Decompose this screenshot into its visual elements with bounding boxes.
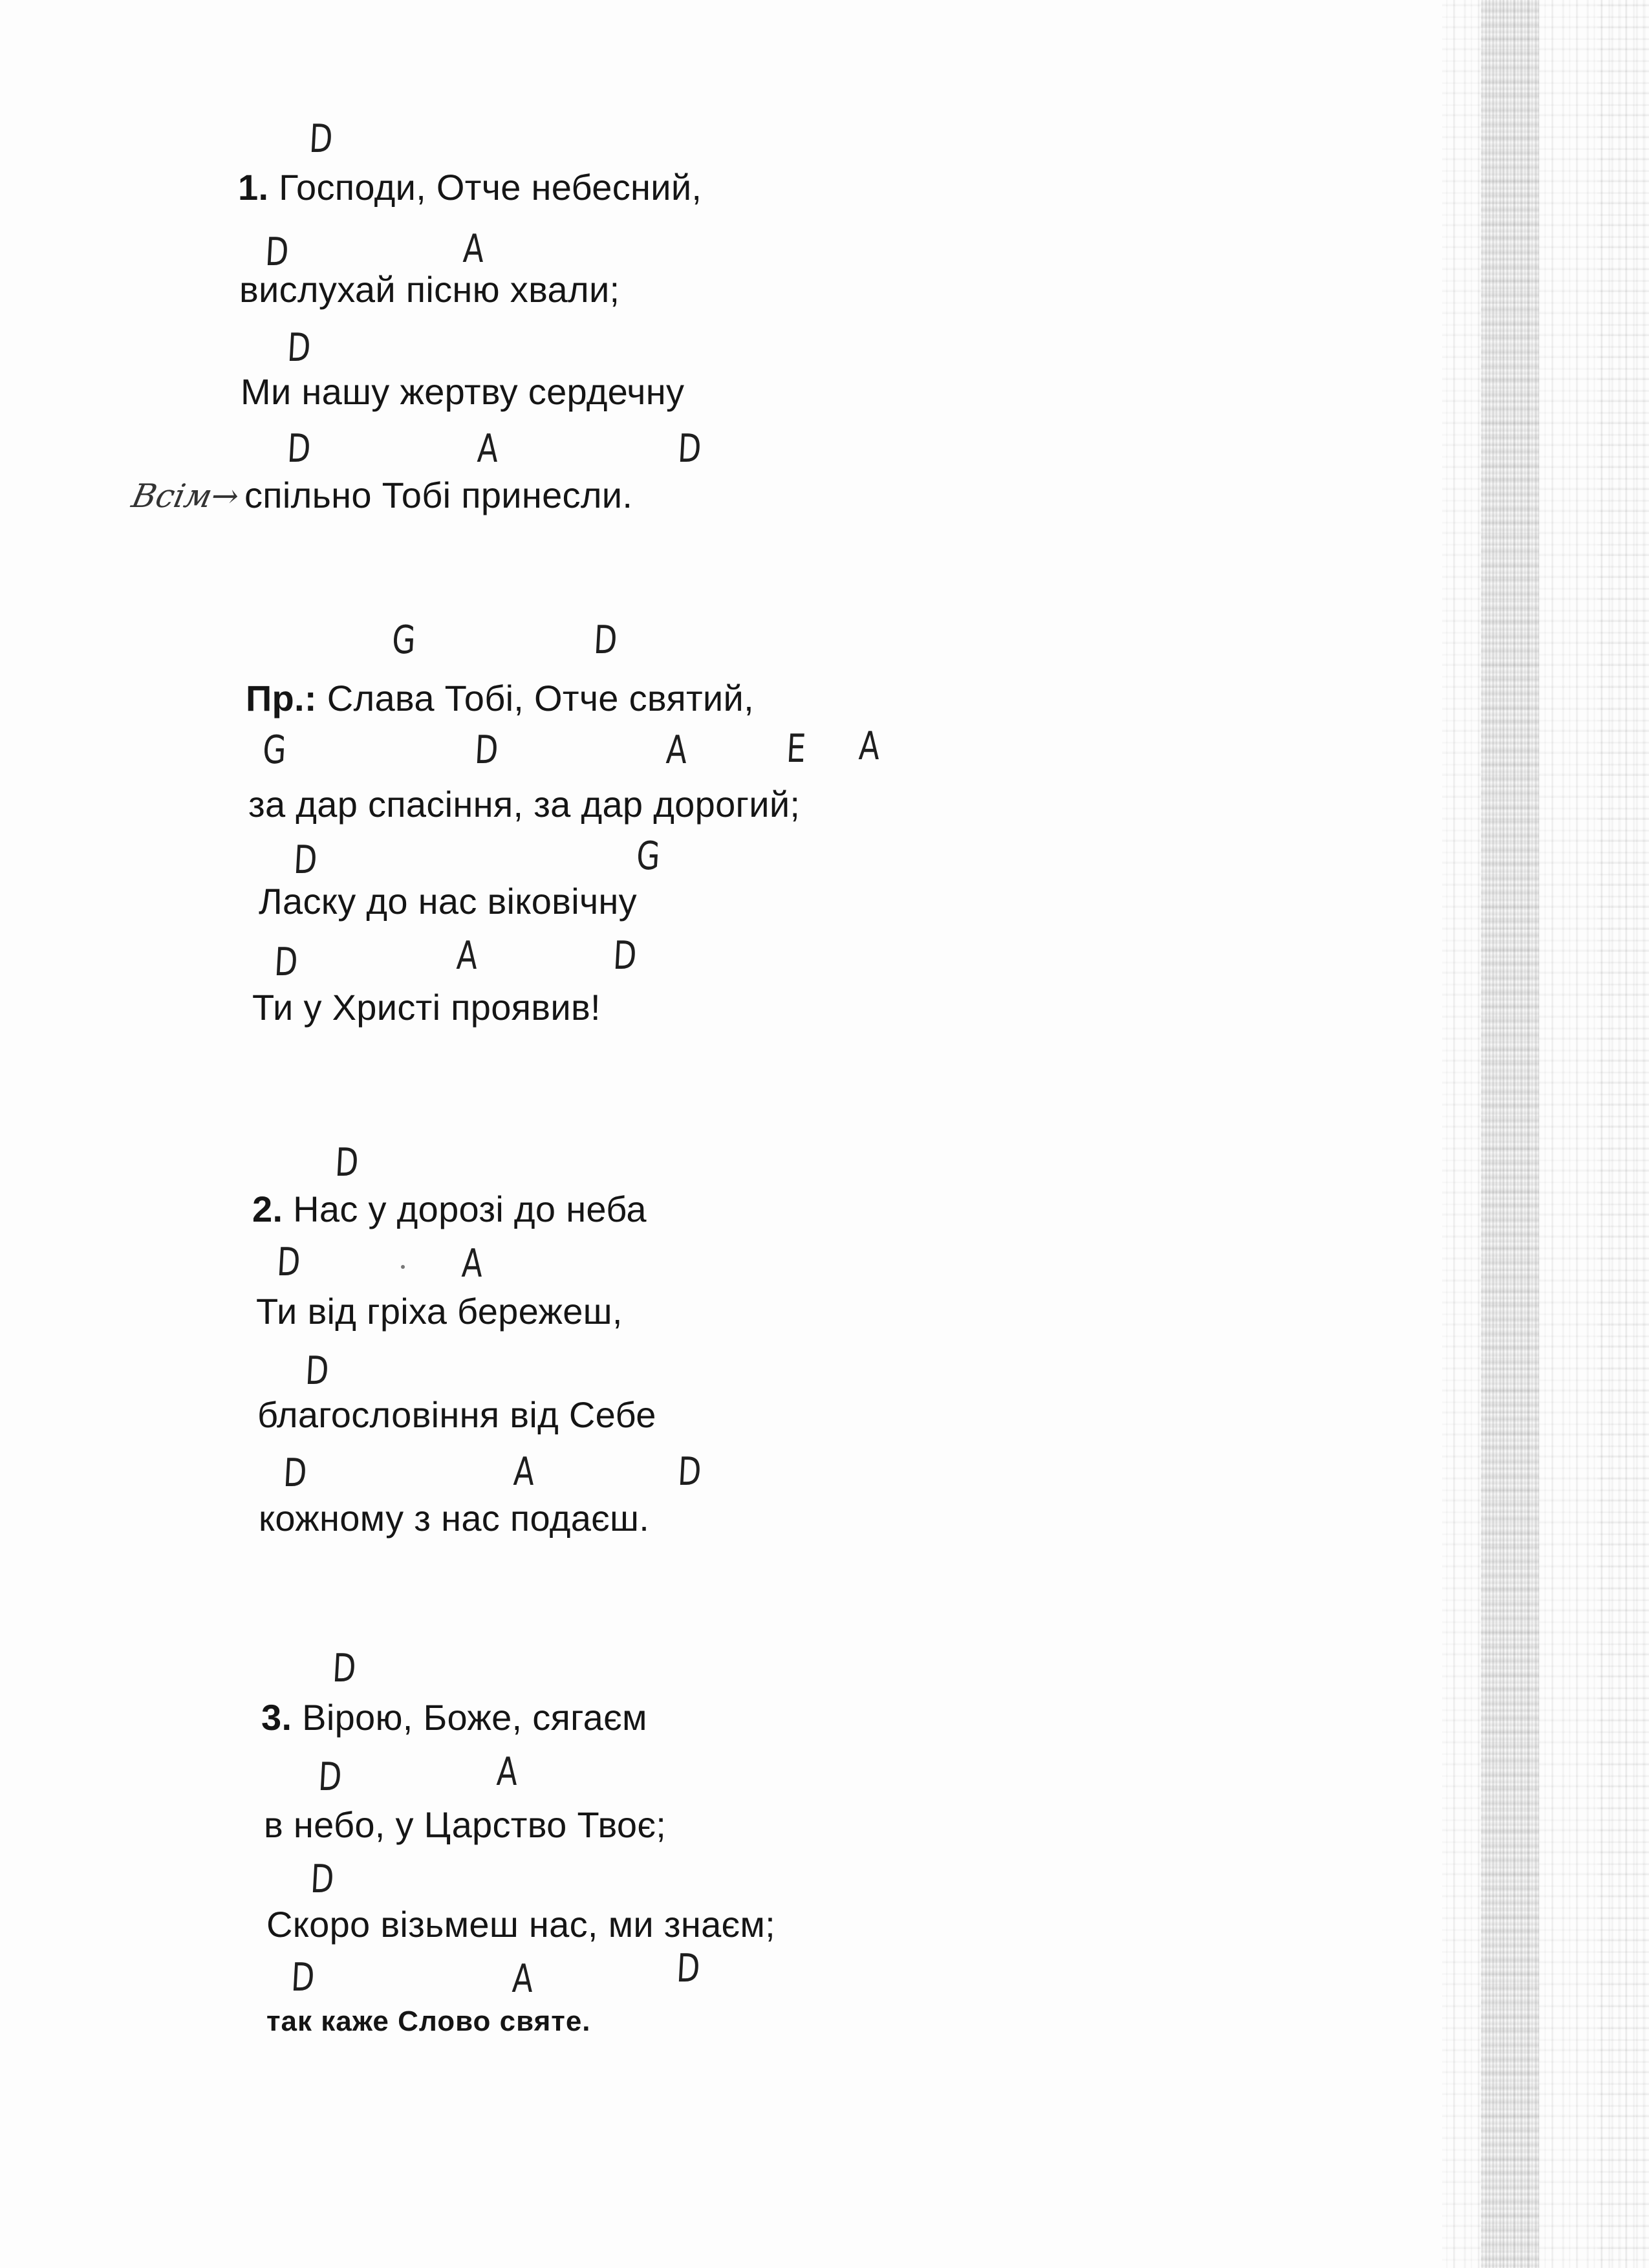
verse-3-line-4: так каже Слово святе. <box>266 2005 591 2037</box>
verse-1-line-4: спільно Тобі принесли. <box>244 475 633 515</box>
chord: A <box>511 1956 535 2002</box>
chord: E <box>785 726 807 772</box>
chorus-label: Пр.: <box>246 678 317 718</box>
lyric-text: Вірою, Боже, сягаєм <box>302 1697 647 1738</box>
chord: D <box>309 1857 336 1902</box>
chord: A <box>857 724 881 769</box>
chord: A <box>460 1241 484 1286</box>
verse-number: 2. <box>252 1189 283 1229</box>
chord: D <box>275 1240 302 1285</box>
lyric-text: Слава Тобі, Отче святий, <box>327 678 754 718</box>
verse-3-line-3: Скоро візьмеш нас, ми знаєм; <box>266 1904 776 1945</box>
chord: D <box>676 426 703 471</box>
verse-2-line-1 <box>252 1191 647 1227</box>
chord: D <box>592 618 619 663</box>
chord: G <box>635 834 662 879</box>
chord: A <box>665 728 689 773</box>
verse-number: 3. <box>261 1697 292 1738</box>
chorus-line-1 <box>246 680 754 717</box>
chorus-line-3: Ласку до нас віковічну <box>259 881 637 922</box>
chord: D <box>286 325 312 371</box>
chord: D <box>304 1348 330 1394</box>
chord: D <box>264 230 290 275</box>
chord: G <box>261 728 288 773</box>
chord: D <box>473 728 500 773</box>
chord: D <box>273 940 299 985</box>
verse-1-line-1 <box>238 169 702 206</box>
verse-2-line-2: Ти від гріха бережеш, <box>256 1291 623 1332</box>
chord: D <box>282 1451 308 1496</box>
scanner-noise-strip-edge <box>1597 0 1649 2268</box>
chorus-line-2: за дар спасіння, за дар дорогий; <box>248 784 801 825</box>
chord: D <box>286 426 312 471</box>
verse-number: 1. <box>238 167 269 208</box>
chord: A <box>512 1449 536 1495</box>
chorus-line-4: Ти у Христі проявив! <box>252 987 601 1028</box>
chord: A <box>462 226 486 272</box>
lyric-text: Господи, Отче небесний, <box>279 167 702 208</box>
chord: D <box>334 1140 360 1185</box>
scanner-noise-strip-dark <box>1481 0 1539 2268</box>
chord: D <box>292 837 319 883</box>
verse-2-line-4: кожному з нас подаєш. <box>259 1498 650 1539</box>
margin-note: Всім→ <box>128 477 243 515</box>
lyric-text: Нас у дорозі до неба <box>293 1189 647 1229</box>
chord: G <box>391 618 417 663</box>
ink-speck <box>401 1265 405 1269</box>
chord: A <box>455 933 479 978</box>
verse-2-line-3: благословіння від Себе <box>257 1394 656 1435</box>
chord: A <box>476 426 500 471</box>
chord: D <box>290 1955 316 2000</box>
chord: D <box>612 933 638 978</box>
verse-3-line-2: в небо, у Царство Твоє; <box>264 1804 667 1845</box>
chord: D <box>675 1946 702 1991</box>
chord: D <box>308 116 334 162</box>
verse-3-line-1 <box>261 1697 647 1738</box>
chord: D <box>331 1646 358 1691</box>
chord: D <box>317 1755 343 1800</box>
verse-1-line-3: Ми нашу жертву сердечну <box>241 371 685 412</box>
chord: A <box>495 1749 519 1795</box>
verse-1-line-2: вислухай пісню хвали; <box>239 269 620 310</box>
chord: D <box>676 1449 703 1495</box>
